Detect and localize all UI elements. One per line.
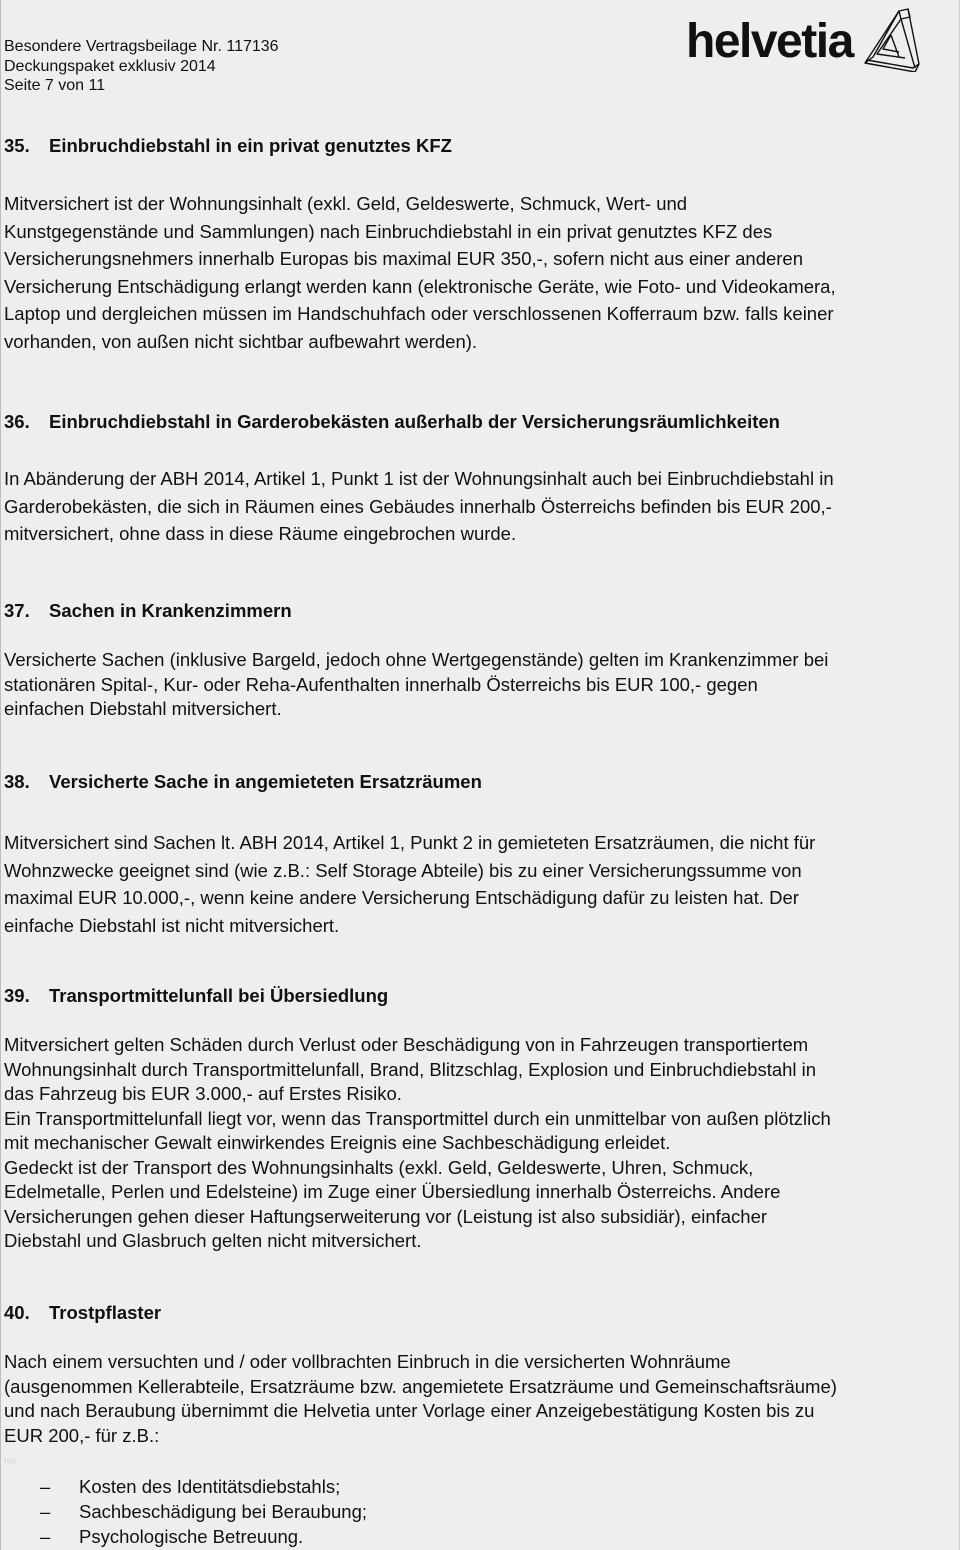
body-line: Ein Transportmittelunfall liegt vor, wenn das Transportmittel durch ein unmittelbar von außen plötzlich [4,1107,831,1129]
body-line: Versicherung Entschädigung erlangt werden kann (elektronische Geräte, wie Foto- und Videokamera, [4,275,836,297]
section-title: Transportmittelunfall bei Übersiedlung [49,985,389,1006]
body-line: Wohnungsinhalt durch Transportmittelunfall, Brand, Blitzschlag, Explosion und Einbruchdiebstahl in [4,1058,817,1080]
document-header-info [4,37,279,96]
section-number: 36. [4,411,30,432]
body-line: Laptop und dergleichen müssen im Handschuhfach oder verschlossenen Kofferraum bzw. falls keiner [4,303,834,324]
body-line: Mitversichert gelten Schäden durch Verlust oder Beschädigung von in Fahrzeugen transportiertem [4,1034,809,1055]
section-40-heading [4,1302,161,1324]
section-number: 37. [4,600,30,621]
list-item-text: Kosten des Identitätsdiebstahls; [79,1476,341,1497]
section-number: 39. [4,985,30,1006]
section-38-heading [4,771,482,793]
body-line: Mitversichert ist der Wohnungsinhalt (exkl. Geld, Geldeswerte, Schmuck, Wert- und [4,193,688,214]
dash-bullet-icon: – [40,1476,51,1497]
section-38-body [4,829,960,939]
list-item [40,1524,367,1549]
body-line: Versicherungsnehmers innerhalb Europas bis maximal EUR 350,-, sofern nicht aus einer anderen [4,248,804,269]
body-line: Edelmetalle, Perlen und Edelsteine) im Zuge einer Übersiedlung innerhalb Österreichs. Andere [4,1181,781,1202]
list-item [40,1474,367,1499]
section-39-heading [4,985,388,1007]
body-line: (ausgenommen Kellerabteile, Ersatzräume bzw. angemietete Ersatzräume und Gemeinschaftsräume) [4,1375,837,1397]
body-line: Gedeckt ist der Transport des Wohnungsinhalts (exkl. Geld, Geldeswerte, Uhren, Schmuck, [4,1156,754,1178]
watermark: hm [4,1456,17,1466]
section-37-body [4,648,960,722]
body-line: mitversichert, ohne dass in diese Räume eingebrochen wurde. [4,523,517,544]
body-line: Nach einem versuchten und / oder vollbrachten Einbruch in die versicherten Wohnräume [4,1351,731,1372]
section-title: Einbruchdiebstahl in ein privat genutztes KFZ [49,135,452,156]
section-37-heading [4,600,292,622]
list-item-text: Sachbeschädigung bei Beraubung; [79,1501,368,1522]
section-36-body [4,465,960,548]
dash-bullet-icon: – [40,1526,51,1547]
page-left-edge [0,0,1,1550]
body-line: Wohnzwecke geeignet sind (wie z.B.: Self Storage Abteile) bis zu einer Versicherungssumme von [4,859,802,881]
body-line: und nach Beraubung übernimmt die Helvetia unter Vorlage einer Anzeigebestätigung Kosten bis zu [4,1400,815,1421]
section-number: 35. [4,135,30,156]
body-line: Diebstahl und Glasbruch gelten nicht mitversichert. [4,1230,422,1251]
section-number: 40. [4,1302,30,1323]
contract-number: Besondere Vertragsbeilage Nr. 117136 [4,38,279,55]
list-item [40,1499,367,1524]
body-line: vorhanden, von außen nicht sichtbar aufbewahrt werden). [4,330,478,352]
body-line: Mitversichert sind Sachen lt. ABH 2014, Artikel 1, Punkt 2 in gemieteten Ersatzräumen, die nicht für [4,832,816,853]
section-35-body [4,190,960,355]
body-line: Versicherte Sachen (inklusive Bargeld, jedoch ohne Wertgegenstände) gelten im Krankenzimmer bei [4,649,829,670]
body-line: Garderobekästen, die sich in Räumen eines Gebäudes innerhalb Österreichs befinden bis EUR 200,- [4,495,832,517]
body-line: Versicherungen gehen dieser Haftungserweiterung vor (Leistung ist also subsidiär), einfacher [4,1205,768,1227]
section-title: Versicherte Sache in angemieteten Ersatzräumen [49,771,482,792]
body-line: stationären Spital-, Kur- oder Reha-Aufenthalten innerhalb Österreichs bis EUR 100,- gegen [4,673,758,695]
section-36-heading [4,411,780,433]
body-line: In Abänderung der ABH 2014, Artikel 1, Punkt 1 ist der Wohnungsinhalt auch bei Einbruchdiebstahl in [4,468,834,489]
helvetia-logo [686,6,921,72]
section-35-heading [4,135,452,157]
body-line: mit mechanischer Gewalt einwirkendes Ereignis eine Sachbeschädigung erleidet. [4,1132,671,1153]
package-name: Deckungspaket exklusiv 2014 [4,57,216,75]
body-line: einfachen Diebstahl mitversichert. [4,698,282,719]
dash-bullet-icon: – [40,1501,51,1522]
impossible-triangle-icon [861,8,921,72]
page-number: Seite 7 von 11 [4,77,106,94]
logo-wordmark: helvetia [686,15,853,68]
section-title: Sachen in Krankenzimmern [49,600,292,621]
body-line: maximal EUR 10.000,-, wenn keine andere Versicherung Entschädigung dafür zu leisten hat. Der [4,887,799,908]
body-line: einfache Diebstahl ist nicht mitversichert. [4,914,340,936]
body-line: das Fahrzeug bis EUR 3.000,- auf Erstes Risiko. [4,1083,402,1104]
body-line: Kunstgegenstände und Sammlungen) nach Einbruchdiebstahl in ein privat genutztes KFZ des [4,220,773,242]
list-item-text: Psychologische Betreuung. [79,1526,304,1547]
section-40-bullet-list [40,1474,367,1549]
section-title: Einbruchdiebstahl in Garderobekästen außerhalb der Versicherungsräumlichkeiten [49,411,780,432]
section-title: Trostpflaster [49,1302,162,1323]
section-40-body [4,1350,960,1448]
section-39-body [4,1033,960,1254]
section-number: 38. [4,771,30,792]
body-line: EUR 200,- für z.B.: [4,1424,160,1446]
